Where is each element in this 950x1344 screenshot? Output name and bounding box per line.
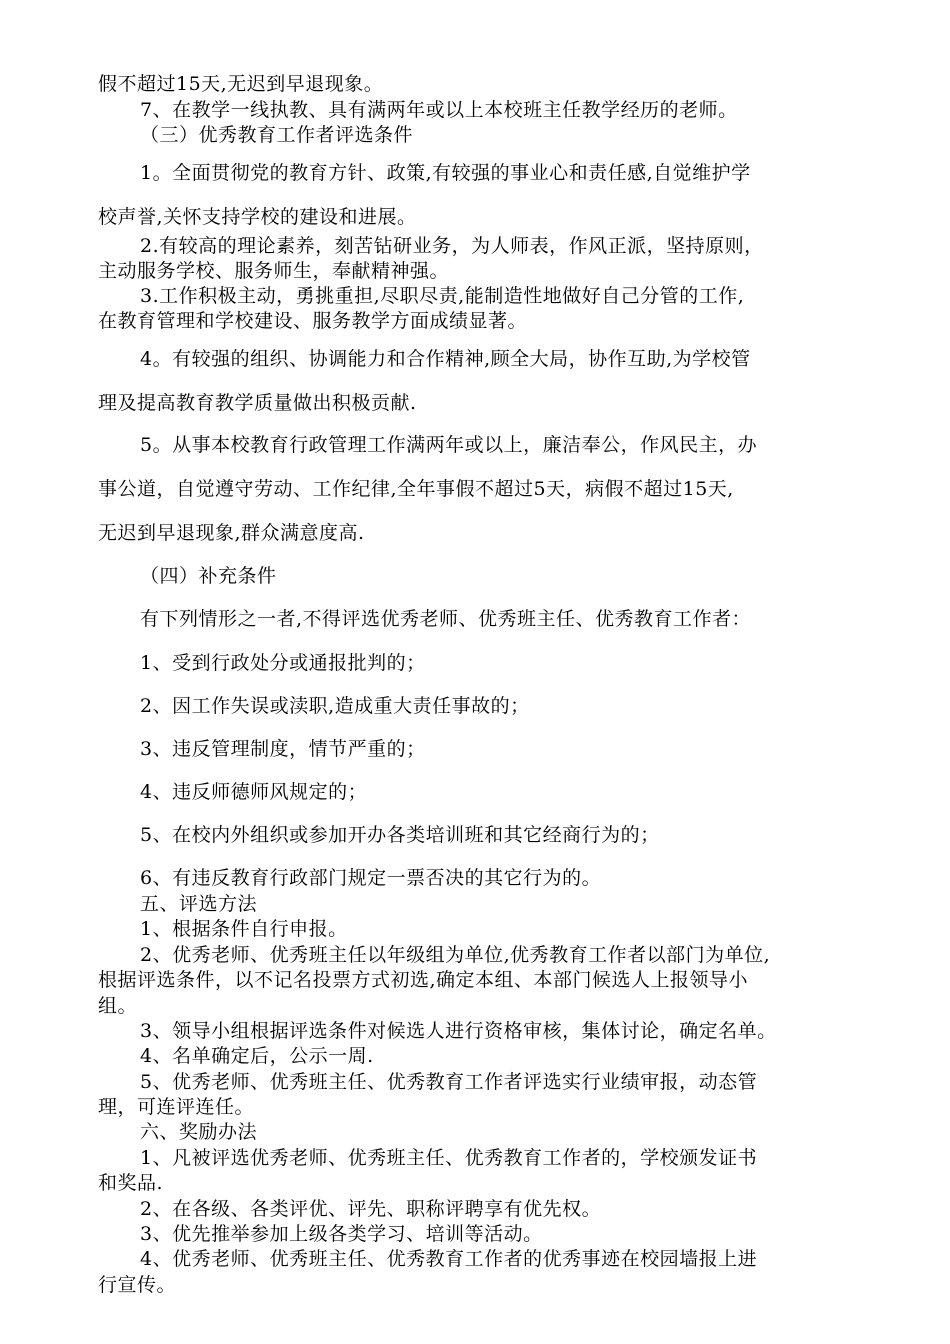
list-item: 5、优秀老师、优秀班主任、优秀教育工作者评选实行业绩审报，动态管 xyxy=(140,1071,758,1093)
section-heading: （四）补充条件 xyxy=(140,565,277,587)
text-line: 2.有较高的理论素养，刻苦钻研业务，为人师表，作风正派，坚持原则， xyxy=(140,235,764,257)
text-line: 理及提高教育教学质量做出积极贡献. xyxy=(98,392,417,414)
section-heading: 六、奖励办法 xyxy=(140,1121,258,1143)
list-item: 3、违反管理制度，情节严重的； xyxy=(140,738,426,760)
text-line: 5。从事本校教育行政管理工作满两年或以上，廉洁奉公，作风民主，办 xyxy=(140,434,758,456)
list-item: 2、因工作失误或渎职,造成重大责任事故的； xyxy=(140,695,530,717)
list-item: 4、优秀老师、优秀班主任、优秀教育工作者的优秀事迹在校园墙报上进 xyxy=(140,1248,758,1270)
list-item: 5、在校内外组织或参加开办各类培训班和其它经商行为的； xyxy=(140,824,660,846)
text-line: 假不超过15天,无迟到早退现象。 xyxy=(98,73,384,95)
list-item: 2、在各级、各类评优、评先、职称评聘享有优先权。 xyxy=(140,1198,602,1220)
text-line: 组。 xyxy=(98,995,138,1017)
text-line: 理，可连评连任。 xyxy=(98,1096,255,1118)
text-line: 根据评选条件，以不记名投票方式初选,确定本组、本部门候选人上报领导小 xyxy=(98,969,749,991)
list-item: 1、根据条件自行申报。 xyxy=(140,918,348,940)
text-line: 主动服务学校、服务师生，奉献精神强。 xyxy=(98,260,450,282)
list-item: 2、优秀老师、优秀班主任以年级组为单位,优秀教育工作者以部门为单位, xyxy=(140,944,771,966)
list-item: 1、受到行政处分或通报批判的； xyxy=(140,652,426,674)
text-line: 3.工作积极主动，勇挑重担,尽职尽责,能制造性地做好自己分管的工作, xyxy=(140,285,745,307)
section-heading: 五、评选方法 xyxy=(140,893,258,915)
text-line: 行宣传。 xyxy=(98,1274,177,1296)
text-line: 有下列情形之一者,不得评选优秀老师、优秀班主任、优秀教育工作者： xyxy=(140,608,752,630)
text-line: 在教育管理和学校建设、服务教学方面成绩显著。 xyxy=(98,310,528,332)
text-line: 1。全面贯彻党的教育方针、政策,有较强的事业心和责任感,自觉维护学 xyxy=(140,162,751,184)
text-line: 4。有较强的组织、协调能力和合作精神,顾全大局，协作互助,为学校管 xyxy=(140,348,751,370)
list-item: 4、名单确定后，公示一周. xyxy=(140,1045,374,1067)
text-line: 无迟到早退现象,群众满意度高. xyxy=(98,522,365,544)
list-item: 3、领导小组根据评选条件对候选人进行资格审核，集体讨论，确定名单。 xyxy=(140,1020,777,1042)
text-line: 事公道，自觉遵守劳动、工作纪律,全年事假不超过5天，病假不超过15天, xyxy=(98,478,734,500)
text-line: 校声誉,关怀支持学校的建设和进展。 xyxy=(98,206,417,228)
text-line: 7、在教学一线执教、具有满两年或以上本校班主任教学经历的老师。 xyxy=(140,99,738,121)
text-line: 和奖品. xyxy=(98,1172,164,1194)
list-item: 1、凡被评选优秀老师、优秀班主任、优秀教育工作者的，学校颁发证书 xyxy=(140,1147,758,1169)
list-item: 6、有违反教育行政部门规定一票否决的其它行为的。 xyxy=(140,867,602,889)
section-heading: （三）优秀教育工作者评选条件 xyxy=(140,124,414,146)
list-item: 4、违反师德师风规定的； xyxy=(140,781,368,803)
list-item: 3、优先推举参加上级各类学习、培训等活动。 xyxy=(140,1223,543,1245)
